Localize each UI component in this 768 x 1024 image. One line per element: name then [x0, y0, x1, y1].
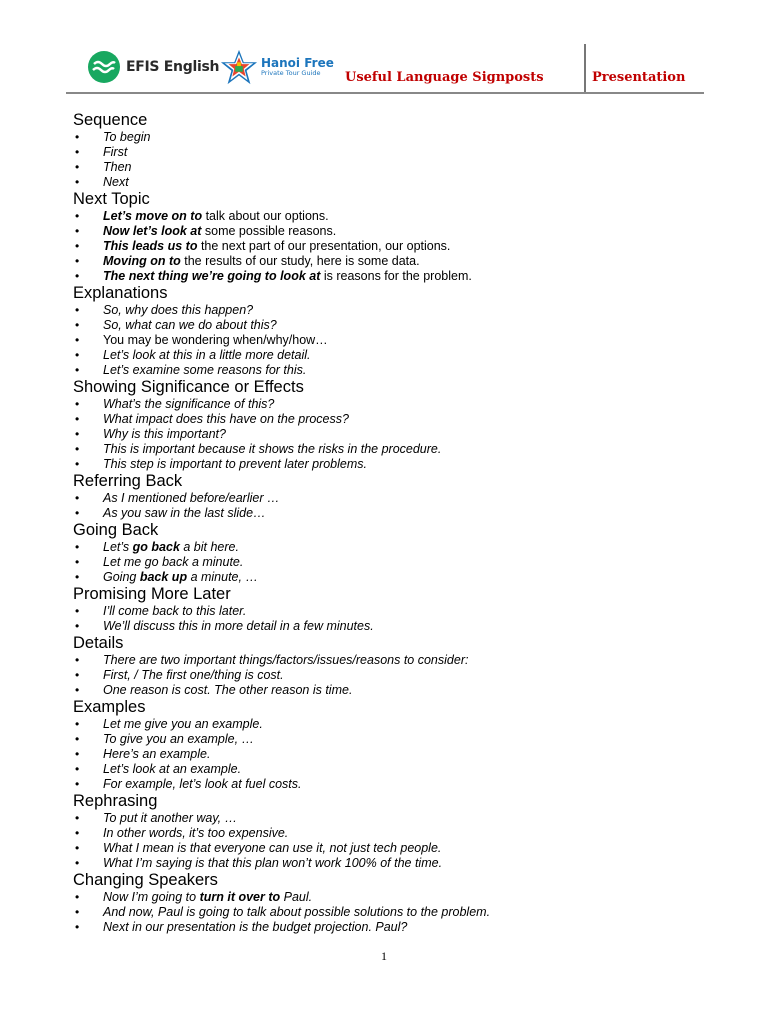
phrase-text: I’ll come back to this later. — [103, 604, 247, 618]
section-heading: Details — [73, 634, 124, 652]
phrase-item — [73, 920, 713, 935]
section-heading: Promising More Later — [73, 585, 231, 603]
phrase-item — [73, 856, 713, 871]
phrase-item — [73, 506, 713, 521]
phrase-text: Let me give you an example. — [103, 717, 263, 731]
phrase-text: talk about our options. — [202, 209, 329, 223]
hanoi-logo-subtitle: Private Tour Guide — [261, 69, 321, 78]
phrase-item — [73, 491, 713, 506]
phrase-text: One reason is cost. The other reason is time. — [103, 683, 353, 697]
phrase-item — [73, 363, 713, 378]
efis-english-logo — [88, 50, 219, 84]
star-logo-icon — [220, 48, 258, 86]
phrase-list — [73, 209, 713, 284]
phrase-text: So, why does this happen? — [103, 303, 254, 317]
phrase-text: Why is this important? — [103, 427, 226, 441]
phrase-list — [73, 303, 713, 378]
efis-logo-icon — [88, 51, 120, 83]
phrase-text: In other words, it’s too expensive. — [103, 826, 289, 840]
phrase-item — [73, 747, 713, 762]
hanoi-logo-title: Hanoi Free — [261, 56, 334, 71]
section-block — [73, 521, 713, 585]
phrase-text: To begin — [103, 130, 151, 144]
section-block — [73, 871, 713, 935]
phrase-text: is reasons for the problem. — [320, 269, 472, 283]
section-block — [73, 634, 713, 698]
phrase-text: First, / The first one/thing is cost. — [103, 668, 284, 682]
phrase-emphasis: The next thing we’re going to look at — [103, 269, 321, 283]
section-block — [73, 284, 713, 378]
phrase-item — [73, 905, 713, 920]
section-block — [73, 792, 713, 871]
phrase-item — [73, 130, 713, 145]
phrase-text: Here’s an example. — [103, 747, 211, 761]
phrase-text: This step is important to prevent later problems. — [103, 457, 368, 471]
phrase-emphasis: Let’s move on to — [103, 209, 203, 223]
phrase-item — [73, 397, 713, 412]
phrase-text: What impact does this have on the process? — [103, 412, 349, 426]
phrase-text: Let’s — [103, 540, 133, 554]
phrase-list — [73, 397, 713, 472]
phrase-list — [73, 653, 713, 698]
section-heading: Showing Significance or Effects — [73, 378, 304, 396]
phrase-emphasis: turn it over to — [199, 890, 281, 904]
section-block — [73, 111, 713, 190]
page-header — [66, 42, 704, 94]
phrase-text: Let’s examine some reasons for this. — [103, 363, 307, 377]
phrase-text: And now, Paul is going to talk about possible solutions to the problem. — [103, 905, 491, 919]
phrase-item — [73, 540, 713, 555]
phrase-list — [73, 130, 713, 190]
phrase-list — [73, 540, 713, 585]
phrase-text: Let me go back a minute. — [103, 555, 244, 569]
phrase-text: Let’s look at this in a little more detail. — [103, 348, 311, 362]
section-heading: Changing Speakers — [73, 871, 218, 889]
phrase-list — [73, 811, 713, 871]
phrase-emphasis: Moving on to — [103, 254, 181, 268]
page-number: 1 — [381, 949, 387, 963]
phrase-item — [73, 160, 713, 175]
phrase-text: We’ll discuss this in more detail in a few minutes. — [103, 619, 374, 633]
header-divider — [584, 44, 586, 92]
section-block — [73, 585, 713, 634]
phrase-text: the next part of our presentation, our options. — [197, 239, 451, 253]
phrase-item — [73, 683, 713, 698]
phrase-text: This is important because it shows the risks in the procedure. — [103, 442, 442, 456]
phrase-item — [73, 841, 713, 856]
phrase-item — [73, 717, 713, 732]
phrase-item — [73, 333, 713, 348]
section-heading: Going Back — [73, 521, 159, 539]
phrase-list — [73, 890, 713, 935]
phrase-item — [73, 826, 713, 841]
phrase-text: What’s the significance of this? — [103, 397, 275, 411]
phrase-item — [73, 555, 713, 570]
phrase-item — [73, 811, 713, 826]
phrase-item — [73, 653, 713, 668]
phrase-item — [73, 604, 713, 619]
header-rule — [66, 92, 704, 94]
hanoi-free-logo — [220, 47, 334, 87]
phrase-item — [73, 412, 713, 427]
phrase-item — [73, 224, 713, 239]
phrase-item — [73, 209, 713, 224]
phrase-list — [73, 491, 713, 521]
section-block — [73, 378, 713, 472]
phrase-text: You may be wondering when/why/how… — [103, 333, 328, 347]
phrase-text: First — [103, 145, 128, 159]
phrase-item — [73, 254, 713, 269]
phrase-text: As you saw in the last slide… — [103, 506, 266, 520]
phrase-text: To give you an example, … — [103, 732, 255, 746]
phrase-item — [73, 619, 713, 634]
phrase-text: As I mentioned before/earlier … — [103, 491, 280, 505]
phrase-item — [73, 145, 713, 160]
phrase-item — [73, 442, 713, 457]
phrase-text: Now I’m going to — [103, 890, 200, 904]
phrase-text: the results of our study, here is some data. — [180, 254, 420, 268]
phrase-list — [73, 604, 713, 634]
document-section-label: Presentation — [592, 70, 686, 85]
phrase-text: Next — [103, 175, 129, 189]
phrase-text: Next in our presentation is the budget projection. Paul? — [103, 920, 408, 934]
phrase-item — [73, 732, 713, 747]
phrase-emphasis: This leads us to — [103, 239, 198, 253]
phrase-text: So, what can we do about this? — [103, 318, 277, 332]
phrase-text: To put it another way, … — [103, 811, 238, 825]
phrase-emphasis: back up — [139, 570, 188, 584]
phrase-item — [73, 427, 713, 442]
phrase-emphasis: Now let’s look at — [103, 224, 202, 238]
phrase-text: For example, let’s look at fuel costs. — [103, 777, 302, 791]
phrase-item — [73, 175, 713, 190]
phrase-text: a minute, … — [187, 570, 258, 584]
phrase-item — [73, 239, 713, 254]
section-heading: Referring Back — [73, 472, 183, 490]
phrase-text: What I mean is that everyone can use it, not just tech people. — [103, 841, 442, 855]
section-heading: Next Topic — [73, 190, 150, 208]
phrase-item — [73, 269, 713, 284]
phrase-item — [73, 668, 713, 683]
section-block — [73, 190, 713, 284]
section-heading: Explanations — [73, 284, 168, 302]
section-heading: Sequence — [73, 111, 148, 129]
phrase-item — [73, 762, 713, 777]
phrase-item — [73, 303, 713, 318]
phrase-list — [73, 717, 713, 792]
phrase-item — [73, 777, 713, 792]
phrase-text: Then — [103, 160, 132, 174]
phrase-item — [73, 457, 713, 472]
section-heading: Rephrasing — [73, 792, 158, 810]
phrase-text: Let’s look at an example. — [103, 762, 242, 776]
phrase-emphasis: go back — [132, 540, 180, 554]
document-title: Useful Language Signposts — [345, 70, 544, 85]
phrase-item — [73, 348, 713, 363]
signpost-list — [73, 111, 713, 935]
section-heading: Examples — [73, 698, 146, 716]
phrase-text: There are two important things/factors/issues/reasons to consider: — [103, 653, 469, 667]
phrase-item — [73, 570, 713, 585]
phrase-text: Going — [103, 570, 140, 584]
section-block — [73, 472, 713, 521]
phrase-text: What I’m saying is that this plan won’t work 100% of the time. — [103, 856, 443, 870]
phrase-item — [73, 890, 713, 905]
section-block — [73, 698, 713, 792]
phrase-text: Paul. — [280, 890, 313, 904]
phrase-item — [73, 318, 713, 333]
phrase-text: a bit here. — [179, 540, 239, 554]
efis-logo-text: EFIS English — [126, 59, 220, 75]
phrase-text: some possible reasons. — [201, 224, 337, 238]
